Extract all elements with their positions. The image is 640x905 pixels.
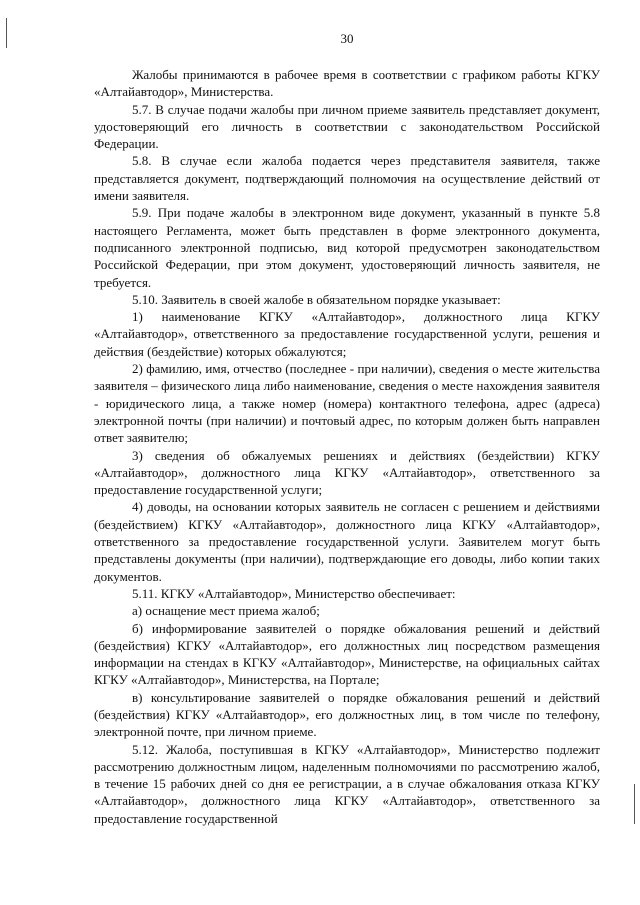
- list-item: б) информирование заявителей о порядке обжалования решений и действий (бездействия) КГКУ «Алтайавтодор», его должностных лиц посредством размещения информации на стендах в КГКУ «Алтайавтодор», Министерстве, на официальных сайтах КГКУ «Алтайавтодор», Министерства, на Портале;: [94, 620, 600, 688]
- paragraph: 5.9. При подаче жалобы в электронном виде документ, указанный в пункте 5.8 настоящего Регламента, может быть представлен в форме электронного документа, подписанного электронной подписью, вид которой предусмотрен законодательством Российской Федерации, при этом документ, удостоверяющий личность заявителя, не требуется.: [94, 205, 600, 290]
- list-item: 3) сведения об обжалуемых решениях и действиях (бездействии) КГКУ «Алтайавтодор», должностного лица КГКУ «Алтайавтодор», ответственного за предоставление государственной услуги;: [94, 447, 600, 498]
- list-item: 4) доводы, на основании которых заявитель не согласен с решением и действиями (бездействием) КГКУ «Алтайавтодор», должностного лица КГКУ «Алтайавтодор», ответственного за предоставление государственной услуги. Заявителем могут быть представлены документы (при наличии), подтверждающие его доводы, либо копии таких документов.: [94, 499, 600, 584]
- list-item: а) оснащение мест приема жалоб;: [132, 603, 320, 619]
- list-item: 2) фамилию, имя, отчество (последнее - при наличии), сведения о месте жительства заявителя – физического лица либо наименование, сведения о месте нахождения заявителя - юридического лица, а также номер (номера) контактного телефона, адрес (адреса) электронной почты (при наличии) и почтовый адрес, по которым должен быть направлен ответ заявителю;: [94, 361, 600, 446]
- paragraph: 5.8. В случае если жалоба подается через представителя заявителя, также представляется документ, подтверждающий полномочия на осуществление действий от имени заявителя.: [94, 153, 600, 204]
- paragraph: Жалобы принимаются в рабочее время в соответствии с графиком работы КГКУ «Алтайавтодор», Министерства.: [94, 67, 600, 100]
- paragraph: 5.10. Заявитель в своей жалобе в обязательном порядке указывает:: [132, 291, 501, 307]
- scan-edge-mark: [634, 784, 635, 824]
- list-item: в) консультирование заявителей о порядке обжалования решений и действий (бездействия) КГКУ «Алтайавтодор», его должностных лиц, в том числе по телефону, электронной почте, при личном приеме.: [94, 689, 600, 740]
- list-item: 1) наименование КГКУ «Алтайавтодор», должностного лица КГКУ «Алтайавтодор», ответственного за предоставление государственной услуги, решения и действия (бездействие) которых обжалуются;: [94, 309, 600, 359]
- document-body: [94, 66, 600, 827]
- page-number: 30: [340, 31, 354, 46]
- paragraph: 5.7. В случае подачи жалобы при личном приеме заявитель представляет документ, удостоверяющий его личность в соответствии с законодательством Российской Федерации.: [94, 101, 600, 152]
- paragraph: 5.11. КГКУ «Алтайавтодор», Министерство обеспечивает:: [132, 585, 456, 601]
- paragraph: 5.12. Жалоба, поступившая в КГКУ «Алтайавтодор», Министерство подлежит рассмотрению должностным лицом, наделенным полномочиями по рассмотрению жалоб, в течение 15 рабочих дней со дня ее регистрации, а в случае обжалования отказа КГКУ «Алтайавтодор», должностного лица КГКУ «Алтайавтодор», ответственного за предоставление государственной: [94, 741, 600, 826]
